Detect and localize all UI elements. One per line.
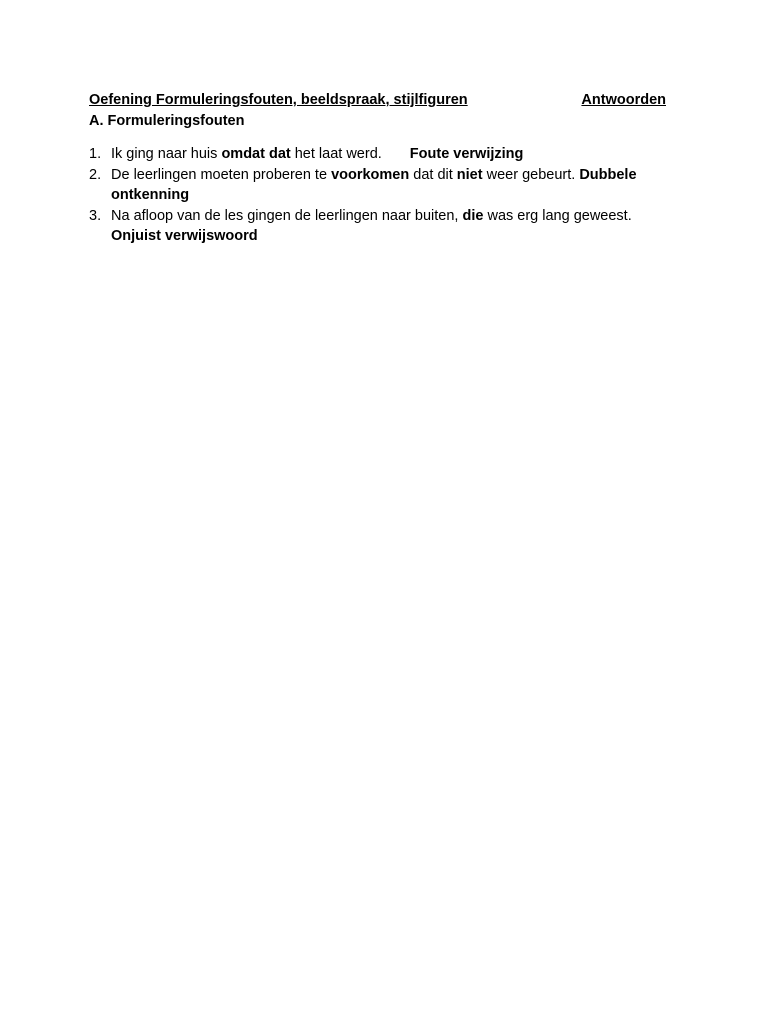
section-heading: A. Formuleringsfouten: [89, 113, 245, 129]
answer-list: [89, 144, 681, 247]
emphasized-text: Onjuist verwijswoord: [111, 228, 258, 244]
item-text: Ik ging naar huis: [111, 146, 222, 162]
list-item-number: 3.: [89, 207, 102, 224]
emphasized-text: voorkomen: [331, 166, 410, 183]
list-item-number: 2.: [89, 166, 102, 183]
document-title: Oefening Formuleringsfouten, beeldspraak, stijlfiguren: [89, 92, 468, 108]
emphasized-text: die: [462, 207, 484, 224]
item-text: dat dit: [409, 166, 457, 183]
item-text: weer gebeurt.: [482, 166, 580, 183]
list-item-number: 1.: [89, 146, 102, 162]
emphasized-text: Foute verwijzing: [409, 146, 524, 162]
emphasized-text: niet: [456, 166, 483, 183]
item-text: De leerlingen moeten proberen te: [111, 166, 332, 183]
item-text: het laat werd.: [290, 146, 382, 162]
item-text: was erg lang geweest.: [483, 207, 632, 224]
list-item: [89, 165, 681, 206]
document-title-line: [89, 90, 681, 111]
list-item: [89, 144, 681, 165]
emphasized-text: Dubbele ontkenning: [111, 166, 637, 203]
emphasized-text: omdat dat: [221, 146, 291, 162]
document-page: [89, 90, 681, 247]
list-item: [89, 206, 681, 247]
item-text: Na afloop van de les gingen de leerlingen naar buiten,: [111, 207, 463, 224]
answers-label: Antwoorden: [581, 92, 666, 108]
